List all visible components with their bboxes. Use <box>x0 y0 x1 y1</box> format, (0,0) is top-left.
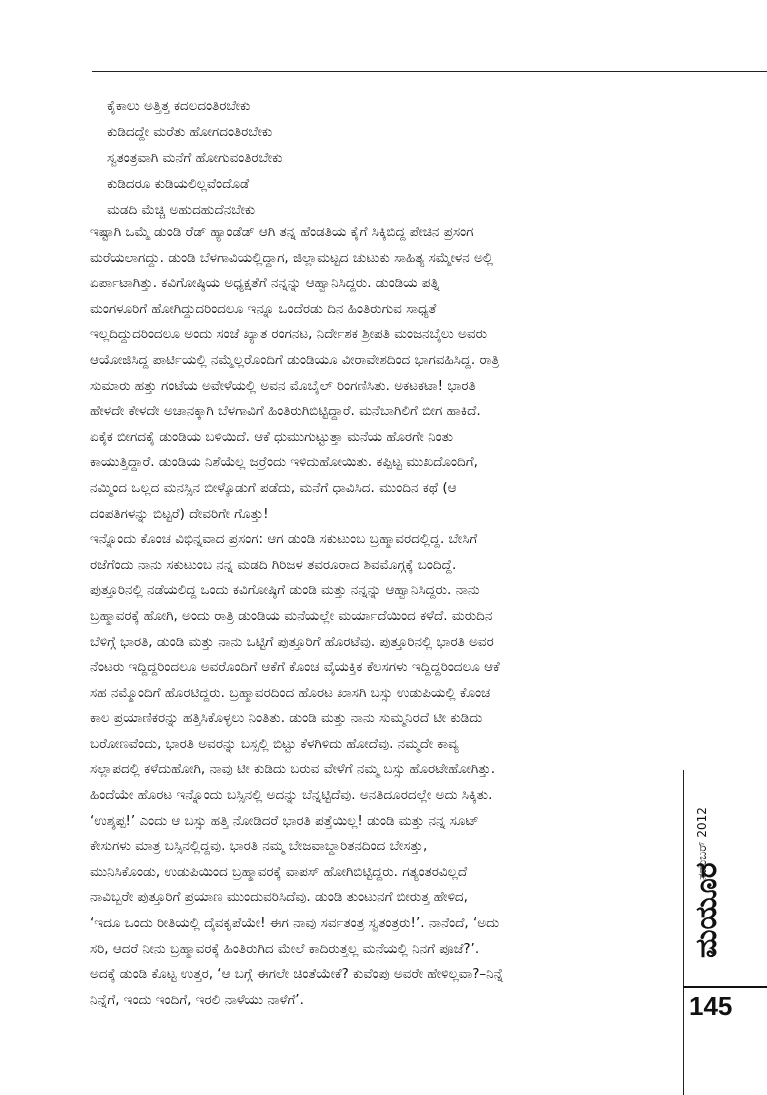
text-line: ಸುಮಾರು ಹತ್ತು ಗಂಟೆಯ ಅವೇಳೆಯಲ್ಲಿ ಅವನ ಮೊಬೈಲ್ ರಿಂಗಣಿಸಿತು. ಅಕಟಕಟಾ! ಭಾರತಿ <box>90 377 476 394</box>
text-line: ನಾವಿಬ್ಬರೇ ಪುತ್ತೂರಿಗೆ ಪ್ರಯಾಣ ಮುಂದುವರಿಸಿದೆವು. ಡುಂಡಿ ತುಂಟುನಗೆ ಬೀರುತ್ತ ಹೇಳಿದ, <box>90 889 468 906</box>
text-line: ಏರ್ಪಾಟಾಗಿತ್ತು. ಕವಿಗೋಷ್ಠಿಯ ಅಧ್ಯಕ್ಷತೆಗೆ ನನ್ನನ್ನು ಆಹ್ವಾನಿಸಿದ್ದರು. ಡುಂಡಿಯ ಪತ್ನಿ <box>90 275 440 292</box>
magazine-logo: ಮಯೂರ <box>689 862 724 958</box>
text-line: ಹೇಳದೇ ಕೇಳದೇ ಅಚಾನಕ್ಕಾಗಿ ಬೆಳಗಾವಿಗೆ ಹಿಂತಿರುಗಿಬಿಟ್ಟಿದ್ದಾರೆ. ಮನೆಬಾಗಿಲಿಗೆ ಬೀಗ ಹಾಕಿದೆ. <box>90 403 481 420</box>
text-line: ಹಿಂದೆಯೇ ಹೊರಟ ಇನ್ನೊಂದು ಬಸ್ಸಿನಲ್ಲಿ ಅದನ್ನು ಬೆನ್ನಟ್ಟಿದೆವು. ಅನತಿದೂರದಲ್ಲೇ ಅದು ಸಿಕ್ಕಿತು. <box>90 787 493 804</box>
margin-divider <box>683 770 684 1095</box>
poem-line: ಕೈಕಾಲು ಅತ್ತಿತ್ತ ಕದಲದಂತಿರಬೇಕು <box>107 98 251 114</box>
text-line: ಬೆಳಿಗ್ಗೆ ಭಾರತಿ, ಡುಂಡಿ ಮತ್ತು ನಾನು ಒಟ್ಟಿಗೆ ಪುತ್ತೂರಿಗೆ ಹೊರಟೆವು. ಪುತ್ತೂರಿನಲ್ಲಿ ಭಾರತಿ ಅವರ <box>90 633 494 650</box>
poem-block <box>107 93 667 223</box>
text-line: ಕಾಯುತ್ತಿದ್ದಾರೆ. ಡುಂಡಿಯ ನಿಶೆಯೆಲ್ಲ ಜರ್ರೆಂದು ಇಳಿದುಹೋಯಿತು. ಕಪ್ಪಿಟ್ಟ ಮುಖದೊಂದಿಗೆ, <box>90 454 478 471</box>
text-line: ‘ಉಶ್ಶಪ್ಪ!’ ಎಂದು ಆ ಬಸ್ಸು ಹತ್ತಿ ನೋಡಿದರೆ ಭಾರತಿ ಪತ್ತೆಯಿಲ್ಲ! ಡುಂಡಿ ಮತ್ತು ನನ್ನ ಸೂಟ್ <box>90 812 479 829</box>
text-line: ಪುತ್ತೂರಿನಲ್ಲಿ ನಡೆಯಲಿದ್ದ ಒಂದು ಕವಿಗೋಷ್ಠಿಗೆ ಡುಂಡಿ ಮತ್ತು ನನ್ನನ್ನು ಆಹ್ವಾನಿಸಿದ್ದರು. ನಾನು <box>90 582 480 599</box>
text-line: ಸರಿ, ಆದರೆ ನೀನು ಬ್ರಹ್ಮಾವರಕ್ಕೆ ಹಿಂತಿರುಗಿದ ಮೇಲೆ ಕಾದಿರುತ್ತಲ್ಲ ಮನೆಯಲ್ಲಿ ನಿನಗೆ ಪೂಜೆ?’. <box>90 940 480 957</box>
text-line: ಮಂಗಳೂರಿಗೆ ಹೋಗಿದ್ದುದರಿಂದಲೂ ಇನ್ನೂ ಒಂದೆರಡು ದಿನ ಹಿಂತಿರುಗುವ ಸಾಧ್ಯತೆ <box>90 300 437 317</box>
folio-divider <box>683 986 767 988</box>
text-line: ಇನ್ನೊಂದು ಕೊಂಚ ವಿಭಿನ್ನವಾದ ಪ್ರಸಂಗ: ಆಗ ಡುಂಡಿ ಸಕುಟುಂಬ ಬ್ರಹ್ಮಾವರದಲ್ಲಿದ್ದ. ಬೇಸಿಗೆ <box>90 531 478 548</box>
text-line: ಇಷ್ಟಾಗಿ ಒಮ್ಮೆ ಡುಂಡಿ ರೆಡ್ ಹ್ಯಾಂಡೆಡ್ ಆಗಿ ತನ್ನ ಹೆಂಡತಿಯ ಕೈಗೆ ಸಿಕ್ಕಿಬಿದ್ದ ಪೇಚಿನ ಪ್ರಸಂಗ <box>90 224 474 240</box>
page-number: 145 <box>689 991 733 1021</box>
text-line: ದಂಪತಿಗಳನ್ನು ಬಿಟ್ಟರೆ) ದೇವರಿಗೇ ಗೊತ್ತು! <box>90 505 269 522</box>
text-line: ಸಹ ನಮ್ಮೊಂದಿಗೆ ಹೊರಟಿದ್ದರು. ಬ್ರಹ್ಮಾವರದಿಂದ ಹೊರಟ ಖಾಸಗಿ ಬಸ್ಸು ಉಡುಪಿಯಲ್ಲಿ ಕೊಂಚ <box>90 684 491 701</box>
text-line: ಮುನಿಸಿಕೊಂಡು, ಉಡುಪಿಯಿಂದ ಬ್ರಹ್ಮಾವರಕ್ಕೆ ವಾಪಸ್ ಹೋಗಿಬಿಟ್ಟಿದ್ದರು. ಗತ್ಯಂತರವಿಲ್ಲದೆ <box>90 863 468 880</box>
top-divider <box>92 71 767 72</box>
text-line: ಆಯೋಜಿಸಿದ್ದ ಪಾರ್ಟಿಯಲ್ಲಿ ನಮ್ಮೆಲ್ಲರೊಂದಿಗೆ ಡುಂಡಿಯೂ ವೀರಾವೇಶದಿಂದ ಭಾಗವಹಿಸಿದ್ದ. ರಾತ್ರಿ <box>90 351 500 368</box>
text-line: ಮರೆಯಲಾಗದ್ದು. ಡುಂಡಿ ಬೆಳಗಾವಿಯಲ್ಲಿದ್ದಾಗ, ಜಿಲ್ಲಾಮಟ್ಟದ ಚುಟುಕು ಸಾಹಿತ್ಯ ಸಮ್ಮೇಳನ ಅಲ್ಲಿ <box>90 249 494 266</box>
text-line: ‘ಇದೂ ಒಂದು ರೀತಿಯಲ್ಲಿ ದೈವಕೃಪೆಯೇ! ಈಗ ನಾವು ಸರ್ವತಂತ್ರ ಸ್ವತಂತ್ರರು!’. ನಾನೆಂದೆ, ‘ಅದು <box>90 915 500 932</box>
text-line: ಇಲ್ಲದಿದ್ದುದರಿಂದಲೂ ಅಂದು ಸಂಜೆ ಖ್ಯಾತ ರಂಗನಟ, ನಿರ್ದೇಶಕ ಶ್ರೀಪತಿ ಮಂಜನಬೈಲು ಅವರು <box>90 326 488 343</box>
text-line: ಬರೋಣವೆಂದು, ಭಾರತಿ ಅವರನ್ನು ಬಸ್ಸಲ್ಲಿ ಬಿಟ್ಟು ಕೆಳಗಿಳಿದು ಹೋದೆವು. ನಮ್ಮದೇ ಕಾವ್ಯ <box>90 735 459 752</box>
text-line: ಅದಕ್ಕೆ ಡುಂಡಿ ಕೊಟ್ಟ ಉತ್ತರ, ‘ಆ ಬಗ್ಗೆ ಈಗಲೇ ಚಿಂತೆಯೇಕೆ? ಕುವೆಂಪು ಅವರೇ ಹೇಳಿಲ್ಲವಾ?–ನಿನ್ನೆ <box>90 966 504 983</box>
text-line: ಬ್ರಹ್ಮಾವರಕ್ಕೆ ಹೋಗಿ, ಅಂದು ರಾತ್ರಿ ಡುಂಡಿಯ ಮನೆಯಲ್ಲೇ ಮರ್ಯಾದೆಯಿಂದ ಕಳೆದೆ. ಮರುದಿನ <box>90 607 493 624</box>
text-line: ಏಕೈಕ ಬೀಗದಕೈ ಡುಂಡಿಯ ಬಳಿಯಿದೆ. ಆಕೆ ಧುಮುಗುಟ್ಟುತ್ತಾ ಮನೆಯ ಹೊರಗೇ ನಿಂತು <box>90 428 454 445</box>
poem-line: ಮಡದಿ ಮೆಚ್ಚಿ ಅಹುದಹುದೆನಬೇಕು <box>107 202 256 218</box>
text-line: ರಜೆಗೆಂದು ನಾನು ಸಕುಟುಂಬ ನನ್ನ ಮಡದಿ ಗಿರಿಜಳ ತವರೂರಾದ ಶಿವಮೊಗ್ಗಕ್ಕೆ ಬಂದಿದ್ದೆ. <box>90 556 457 573</box>
text-line: ನಮ್ಮಿಂದ ಒಲ್ಲದ ಮನಸ್ಸಿನ ಬೀಳ್ಕೊಡುಗೆ ಪಡೆದು, ಮನೆಗೆ ಧಾವಿಸಿದ. ಮುಂದಿನ ಕಥೆ (ಆ <box>90 479 457 496</box>
text-line: ಕೇಸುಗಳು ಮಾತ್ರ ಬಸ್ಸಿನಲ್ಲಿದ್ದವು. ಭಾರತಿ ನಮ್ಮ ಬೇಜವಾಬ್ದಾರಿತನದಿಂದ ಬೇಸತ್ತು, <box>90 838 428 855</box>
article-body <box>90 220 675 1013</box>
poem-line: ಸ್ವತಂತ್ರವಾಗಿ ಮನೆಗೆ ಹೋಗುವಂತಿರಬೇಕು <box>107 150 283 166</box>
poem-line: ಕುಡಿದದ್ದೇ ಮರೆತು ಹೋಗದಂತಿರಬೇಕು <box>107 124 273 140</box>
text-line: ನಿನ್ನೆಗೆ, ಇಂದು ಇಂದಿಗೆ, ಇರಲಿ ನಾಳೆಯು ನಾಳೆಗೆ’. <box>90 991 304 1008</box>
poem-line: ಕುಡಿದರೂ ಕುಡಿಯಲಿಲ್ಲವೆಂದೊಡೆ <box>107 176 250 192</box>
text-line: ಸಲ್ಲಾಪದಲ್ಲಿ ಕಳೆದುಹೋಗಿ, ನಾವು ಟೀ ಕುಡಿದು ಬರುವ ವೇಳೆಗೆ ನಮ್ಮ ಬಸ್ಸು ಹೊರಟೇಹೋಗಿತ್ತು. <box>90 761 496 778</box>
text-line: ನೆಂಟರು ಇದ್ದಿದ್ದರಿಂದಲೂ ಅವರೊಂದಿಗೆ ಆಕೆಗೆ ಕೊಂಚ ವೈಯಕ್ತಿಕ ಕೆಲಸಗಳು ಇದ್ದಿದ್ದರಿಂದಲೂ ಆಕೆ <box>90 659 500 676</box>
text-line: ಕಾಲ ಪ್ರಯಾಣಿಕರನ್ನು ಹತ್ತಿಸಿಕೊಳ್ಳಲು ನಿಂತಿತು. ಡುಂಡಿ ಮತ್ತು ನಾನು ಸುಮ್ಮನಿರದೆ ಟೀ ಕುಡಿದು <box>90 710 483 727</box>
issue-date: ನವೆಂಬರ್ 2012 <box>695 807 709 880</box>
